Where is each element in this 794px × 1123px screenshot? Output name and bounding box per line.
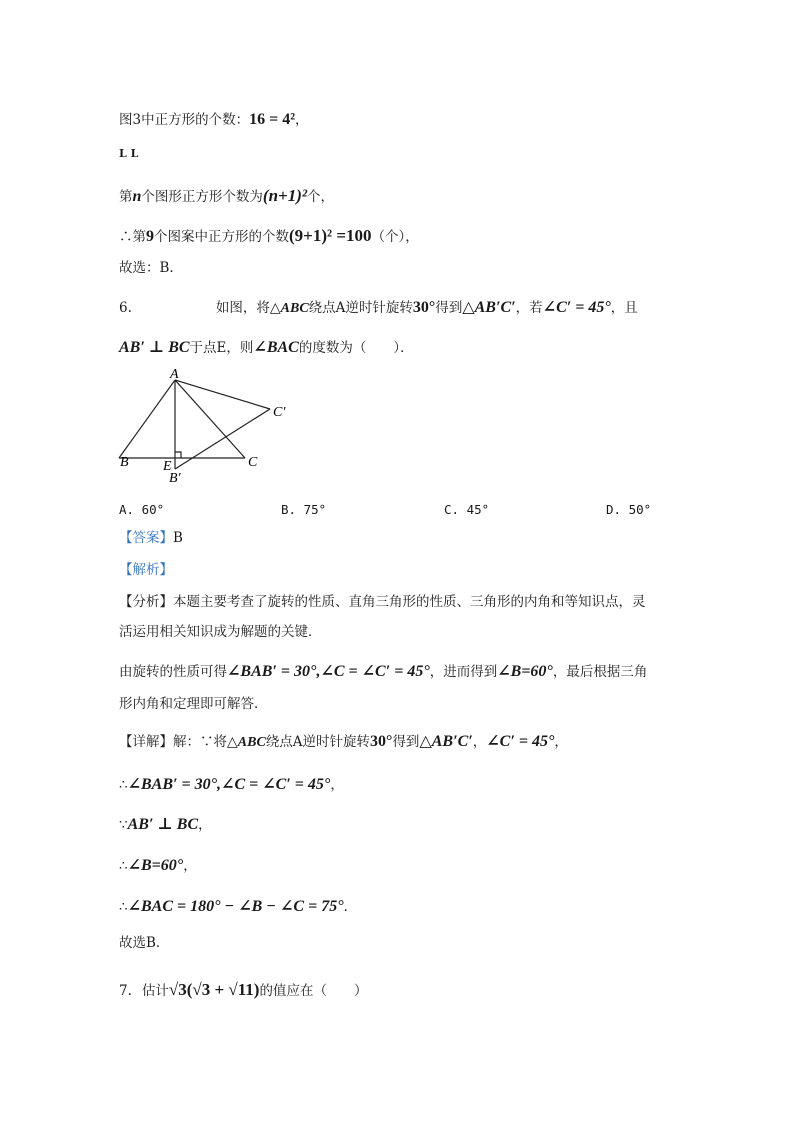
text: 得到: [435, 300, 463, 316]
text: 本题主要考查了旋转的性质、直角三角形的性质、三角形的内角和等知识点，灵: [173, 594, 646, 610]
line-fig3-count: [119, 110, 309, 130]
math-expression: ∠BAC: [253, 339, 299, 356]
label-a: A: [170, 368, 179, 382]
text: ，: [295, 112, 309, 128]
label-b: B: [120, 455, 129, 470]
fenxi-line1: [119, 592, 646, 612]
text: 个图形正方形个数为: [141, 189, 263, 205]
step-3: [119, 856, 197, 876]
math-expression: ∠C′ = 45°: [486, 733, 555, 750]
text: ，最后根据三角: [552, 664, 648, 680]
text: ，: [198, 817, 212, 833]
text: 图3中正方形的个数：: [119, 112, 250, 128]
analysis-tag-line: [119, 560, 173, 580]
text: ，若: [515, 300, 543, 316]
text: （个），: [371, 229, 419, 245]
option-b[interactable]: B. 75°: [281, 502, 327, 517]
reason-line2: [119, 694, 268, 714]
text: 个，: [306, 189, 334, 205]
therefore-symbol: ∴: [119, 899, 128, 915]
segment-ab: [119, 380, 175, 458]
step-1: [119, 775, 344, 795]
answer-tag: 【答案】: [119, 530, 173, 546]
label-b-prime: B′: [169, 471, 181, 486]
text: 故选B．: [119, 935, 170, 951]
answer-value: B: [173, 530, 183, 546]
segment-ac-prime: [175, 380, 270, 409]
question-6-line2: [119, 338, 414, 358]
analysis-tag: 【解析】: [119, 562, 173, 578]
therefore-symbol: ∴: [119, 858, 128, 874]
line-nth-figure: [119, 186, 334, 207]
because-symbol: ∵: [119, 817, 128, 833]
text: 的度数为（ ）．: [298, 340, 414, 356]
step-5: [119, 933, 169, 953]
step-2: [119, 815, 212, 835]
math-var: n: [132, 188, 142, 205]
fenxi-tag: 【分析】: [119, 594, 173, 610]
text: 绕点A逆时针旋转: [308, 300, 413, 316]
right-angle-mark: [175, 452, 181, 458]
answer-line: [119, 528, 183, 548]
math-expression: AB′ ⊥ BC: [127, 816, 199, 833]
detail-tag: 【详解】: [119, 734, 173, 750]
text: ，: [554, 734, 568, 750]
math-expression: ∠B=60°: [497, 663, 553, 680]
option-a[interactable]: A. 60°: [119, 502, 165, 517]
text: 由旋转的性质可得: [119, 664, 227, 680]
text: 解：∵将: [173, 734, 227, 750]
math-expression: ∠C′ = 45°: [542, 299, 611, 316]
text: 绕点A逆时针旋转: [265, 734, 371, 750]
line-ninth-figure: [119, 226, 419, 247]
step-4: [119, 897, 357, 917]
math-expression: 16 = 4²: [249, 111, 296, 128]
math-expression: △ABC: [269, 301, 309, 316]
label-e: E: [163, 459, 172, 474]
text: L L: [119, 147, 139, 160]
text: ，: [183, 858, 197, 874]
math-expression: △AB′C′: [419, 733, 473, 750]
math-expression: 30°: [370, 733, 393, 750]
text: ．: [343, 899, 358, 915]
math-expression: △AB′C′: [462, 299, 516, 316]
text: ，: [330, 777, 344, 793]
math-expression: ∠B=60°: [127, 857, 184, 874]
text: 个图案中正方形的个数: [154, 229, 289, 245]
option-d[interactable]: D. 50°: [606, 502, 652, 517]
text: 第: [119, 189, 133, 205]
math-expression: (n+1)²: [262, 186, 307, 205]
text: 于点E，则: [189, 340, 254, 356]
question-number: 6.: [119, 300, 132, 316]
options-row: [119, 500, 679, 520]
text: ，: [472, 734, 487, 750]
text: 如图，将: [215, 300, 270, 316]
text: ，进而得到: [429, 664, 498, 680]
garbled-line: [119, 144, 138, 164]
text: ∴第: [119, 229, 146, 245]
option-c[interactable]: C. 45°: [444, 502, 490, 517]
math-expression: √3(√3 + √11): [168, 980, 260, 999]
text: 的值应在（ ）: [259, 983, 368, 999]
question-number: 7.: [119, 983, 132, 999]
math-expression: (9+1)² =100: [289, 226, 372, 245]
triangle-rotation-figure: [114, 368, 304, 488]
text: ，且: [610, 300, 638, 316]
question-6-line1: [119, 298, 638, 319]
math-expression: AB′ ⊥ BC: [119, 339, 190, 356]
math-expression: △ABC: [227, 735, 266, 750]
fenxi-line2: [119, 622, 322, 642]
text: 活运用相关知识成为解题的关键．: [119, 624, 322, 640]
math-number: 9: [146, 228, 154, 245]
text: 形内角和定理即可解答．: [119, 696, 268, 712]
label-c-prime: C′: [273, 405, 286, 420]
math-expression: ∠BAB′ = 30°,∠C = ∠C′ = 45°: [127, 776, 331, 793]
label-c: C: [248, 455, 258, 470]
text: 得到: [392, 734, 420, 750]
math-expression: ∠BAB′ = 30°,∠C = ∠C′ = 45°: [227, 663, 430, 680]
text: 故选：B．: [119, 260, 183, 276]
math-expression: ∠BAC = 180° − ∠B − ∠C = 75°: [127, 898, 344, 915]
math-expression: 30°: [412, 299, 436, 316]
question-7: [119, 980, 367, 1001]
line-choose: [119, 258, 183, 278]
reason-line1: [119, 662, 647, 682]
text: 估计: [141, 983, 169, 999]
therefore-symbol: ∴: [119, 777, 128, 793]
detail-line: [119, 732, 568, 753]
